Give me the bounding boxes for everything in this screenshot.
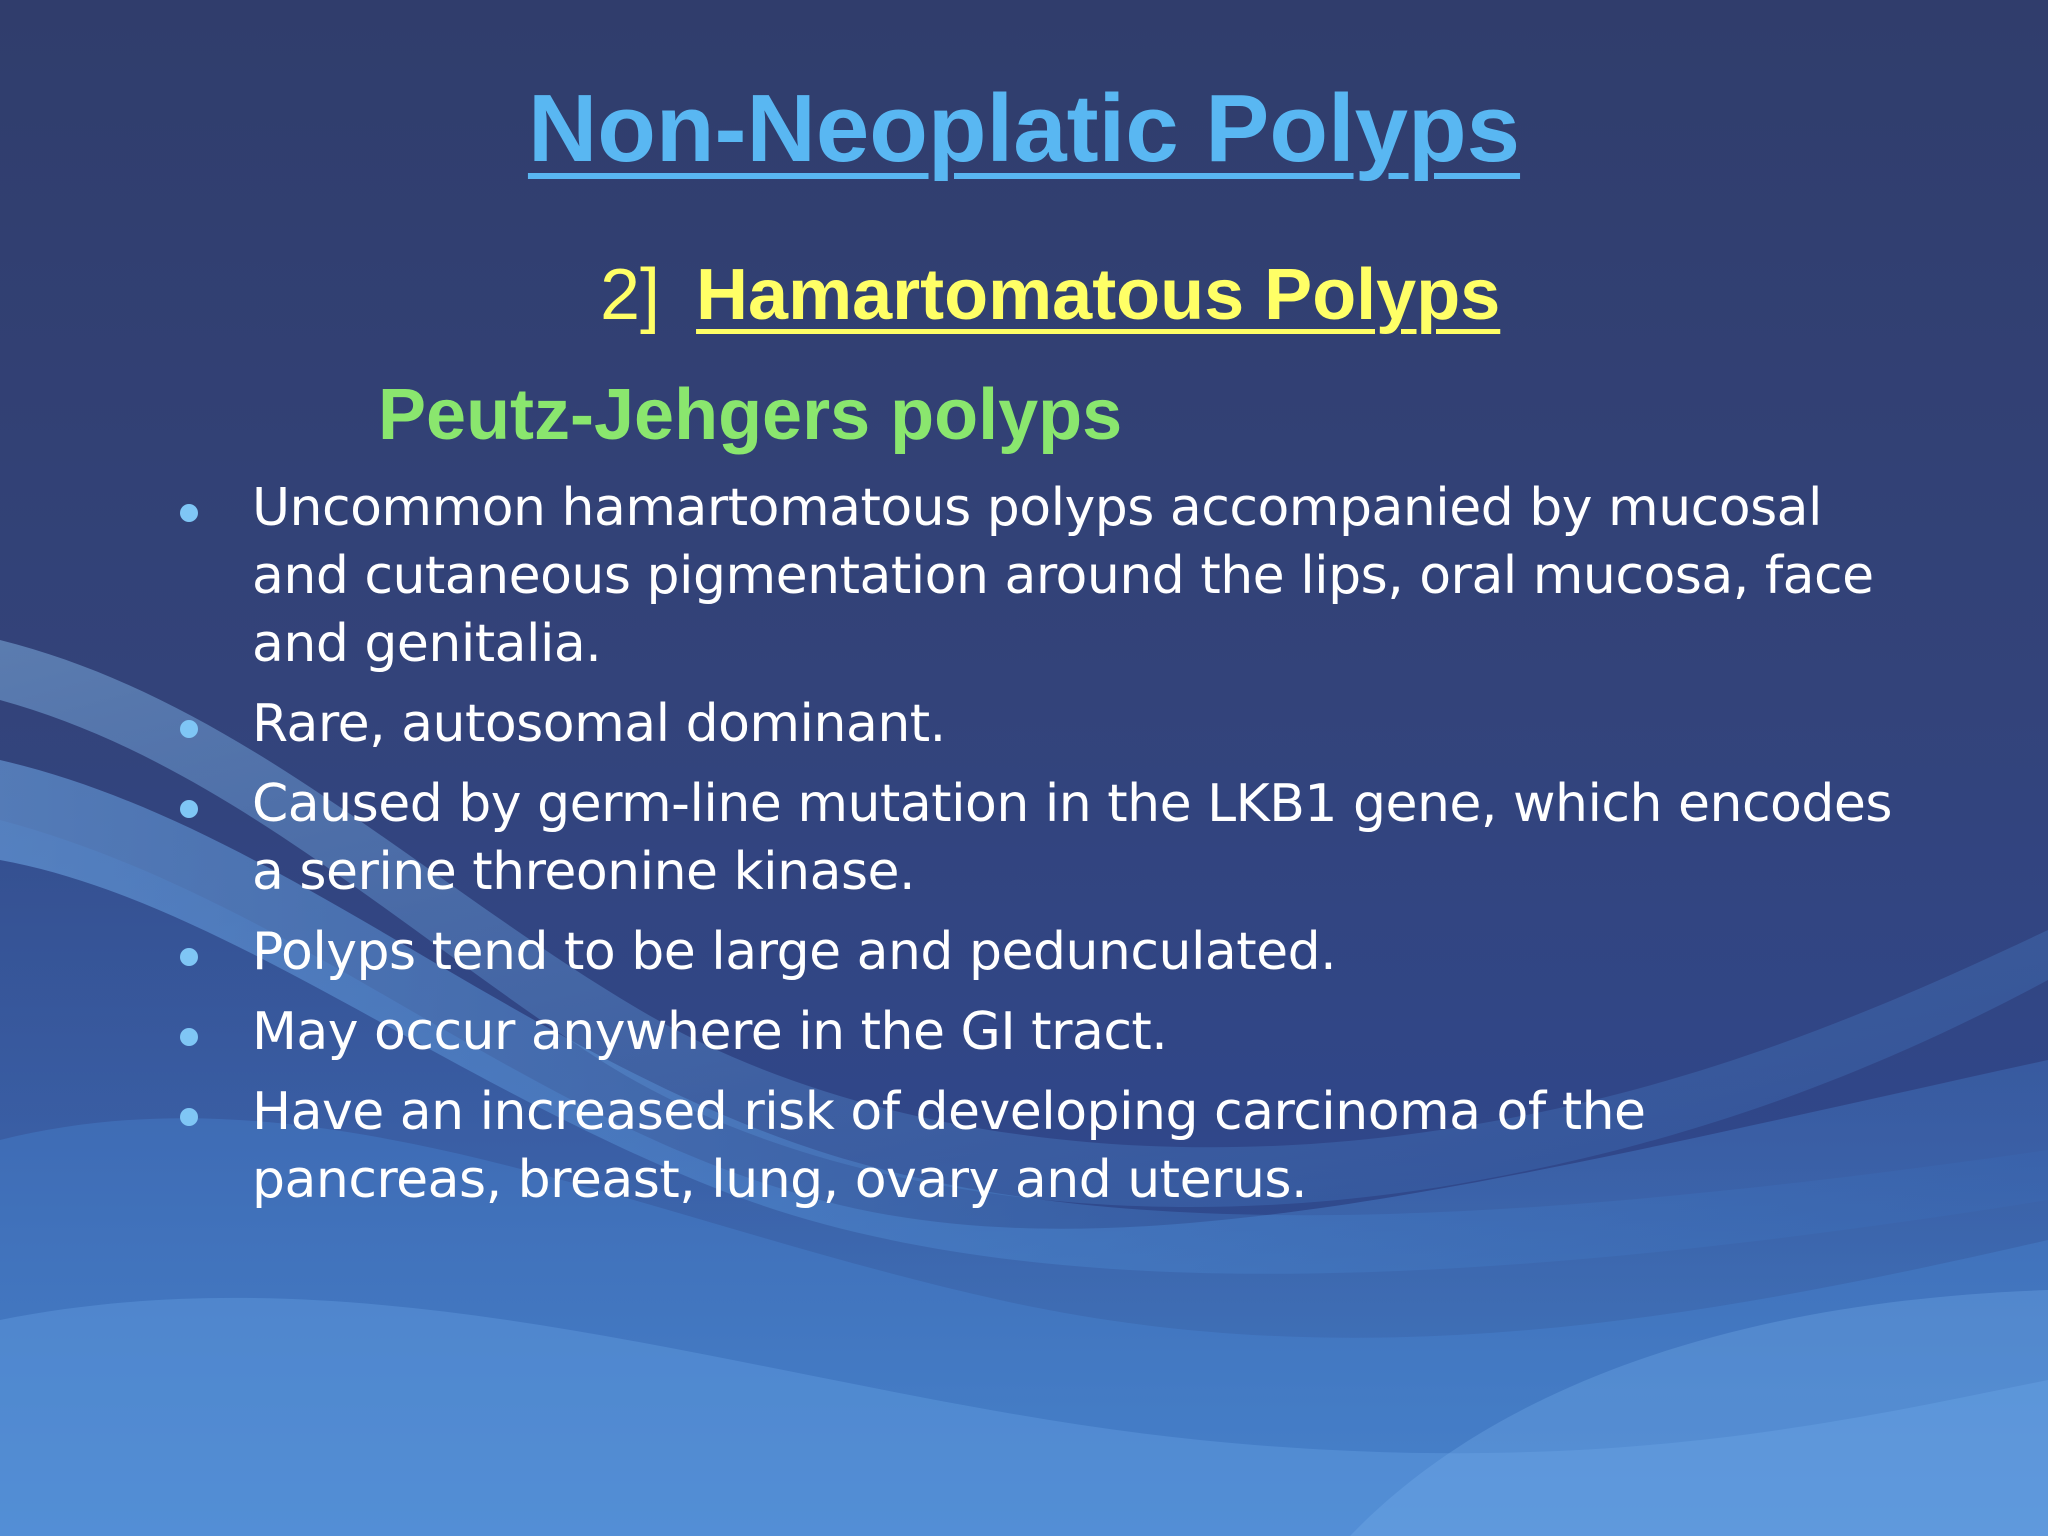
- bullet-text: Have an increased risk of developing carcinoma of the pancreas, breast, lung, ovary and uterus.: [252, 1082, 1646, 1210]
- bullet-item: [170, 770, 1910, 906]
- bullet-text: Uncommon hamartomatous polyps accompanied by mucosal and cutaneous pigmentation around the lips, oral mucosa, face and genitalia.: [252, 478, 1874, 674]
- bullet-item: [170, 918, 1910, 986]
- bullet-icon: [180, 1028, 198, 1046]
- section-number: 2]: [600, 255, 661, 335]
- bullet-icon: [180, 504, 198, 522]
- bullet-icon: [180, 800, 198, 818]
- slide-title: Non-Neoplatic Polyps: [527, 75, 1521, 182]
- bullet-text: Rare, autosomal dominant.: [252, 694, 946, 754]
- bullet-item: [170, 474, 1910, 678]
- bullet-icon: [180, 1108, 198, 1126]
- bullet-item: [170, 1078, 1910, 1214]
- bullet-item: [170, 690, 1910, 758]
- subheading: Peutz-Jehgers polyps: [378, 375, 1123, 455]
- bullet-text: May occur anywhere in the GI tract.: [252, 1002, 1168, 1062]
- bullet-item: [170, 998, 1910, 1066]
- bullet-icon: [180, 720, 198, 738]
- section-heading: [600, 250, 1500, 340]
- bullet-text: Caused by germ-line mutation in the LKB1 gene, which encodes a serine threonine kinase.: [252, 774, 1892, 902]
- section-title: Hamartomatous Polyps: [696, 255, 1501, 335]
- bullet-icon: [180, 948, 198, 966]
- bullet-text: Polyps tend to be large and pedunculated.: [252, 922, 1337, 982]
- bullet-list: [170, 474, 1910, 1226]
